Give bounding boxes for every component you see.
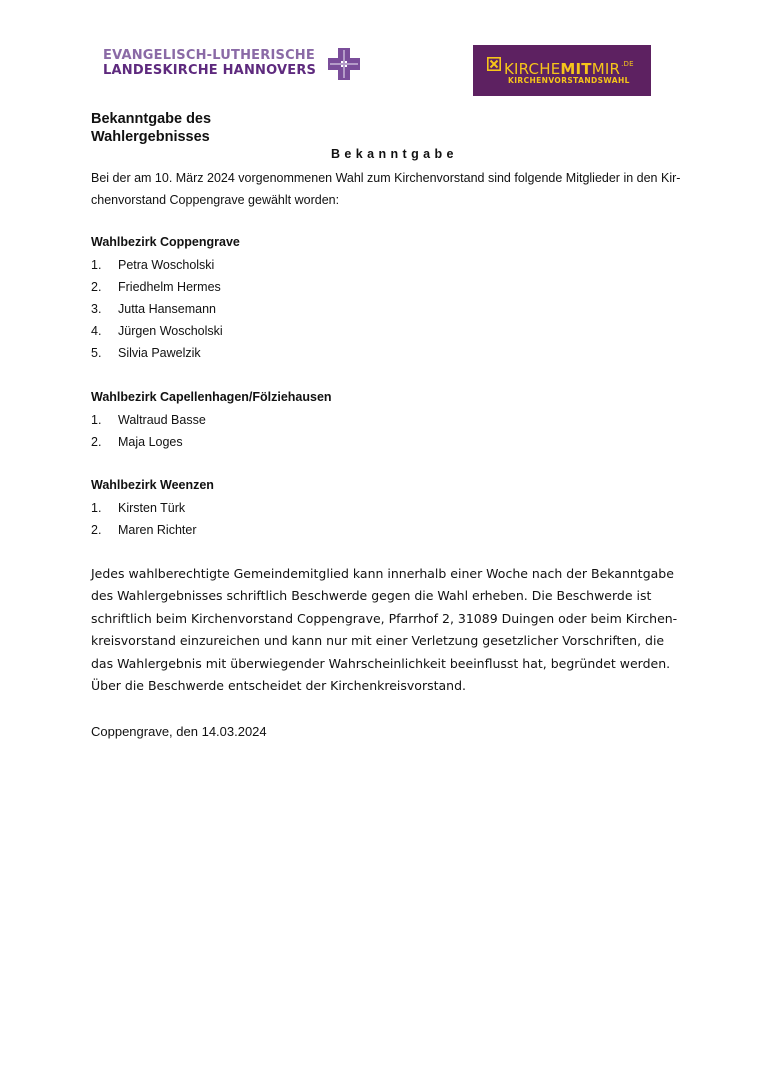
- intro-line-2: chenvorstand Coppengrave gewählt worden:: [91, 193, 340, 207]
- badge-title: [504, 55, 634, 78]
- badge-subtitle: KIRCHENVORSTANDSWAHL: [508, 76, 630, 85]
- heading-line-2: Wahlergebnisses: [91, 129, 210, 145]
- member-name: Jutta Hansemann: [118, 302, 216, 316]
- list-number: 2.: [91, 280, 102, 294]
- list-item: [91, 298, 216, 320]
- list-number: 4.: [91, 324, 102, 338]
- member-name: Friedhelm Hermes: [118, 280, 221, 294]
- legal-line-1: Jedes wahlberechtigte Gemeindemitglied kann innerhalb einer Woche nach der Bekanntgabe: [91, 566, 674, 581]
- cross-icon: [327, 48, 361, 80]
- list-item: [91, 409, 206, 431]
- legal-line-6: Über die Beschwerde entscheidet der Kirchenkreisvorstand.: [91, 678, 466, 694]
- badge-title-mir: MIR: [591, 60, 621, 78]
- list-number: 3.: [91, 302, 102, 316]
- announcement-title: Bekanntgabe: [331, 147, 458, 161]
- list-item: [91, 519, 197, 541]
- district-title-weenzen: Wahlbezirk Weenzen: [91, 478, 214, 492]
- badge-title-mit: MIT: [560, 60, 592, 78]
- legal-line-4: kreisvorstand einzureichen und kann nur mit einer Verletzung gesetzlicher Vorschriften, die: [91, 633, 665, 649]
- heading-line-1: Bekanntgabe des: [91, 111, 212, 127]
- district-title-capellenhagen: Wahlbezirk Capellenhagen/Fölziehausen: [91, 390, 332, 404]
- intro-line-1: Bei der am 10. März 2024 vorgenommenen Wahl zum Kirchenvorstand sind folgende Mitglieder in den Kir-: [91, 171, 681, 185]
- logo-text-line1: EVANGELISCH-LUTHERISCHE: [103, 48, 315, 63]
- member-name: Silvia Pawelzik: [118, 346, 201, 360]
- landeskirche-logo: [103, 48, 365, 82]
- kirchemitmir-badge: [473, 45, 651, 96]
- list-item: [91, 431, 183, 453]
- member-name: Maren Richter: [118, 523, 197, 537]
- district-title-coppengrave: Wahlbezirk Coppengrave: [91, 235, 240, 249]
- member-name: Petra Woscholski: [118, 258, 215, 272]
- list-number: 1.: [91, 501, 102, 515]
- list-item: [91, 320, 223, 342]
- list-item: [91, 254, 214, 276]
- badge-domain: .DE: [621, 60, 634, 68]
- list-number: 5.: [91, 346, 102, 360]
- list-item: [91, 342, 201, 364]
- member-name: Waltraud Basse: [118, 413, 206, 427]
- list-number: 2.: [91, 435, 102, 449]
- legal-line-3: schriftlich beim Kirchenvorstand Coppengrave, Pfarrhof 2, 31089 Duingen oder beim Kirchen-: [91, 610, 678, 626]
- document-heading: [91, 110, 211, 146]
- list-item: [91, 497, 185, 519]
- member-name: Kirsten Türk: [118, 501, 186, 515]
- member-name: Maja Loges: [118, 435, 183, 449]
- list-number: 1.: [91, 258, 102, 272]
- cross-mark-icon: [487, 57, 501, 71]
- legal-line-2: des Wahlergebnisses schriftlich Beschwerde gegen die Wahl erheben. Die Beschwerde ist: [91, 588, 652, 604]
- list-number: 1.: [91, 413, 102, 427]
- list-item: [91, 276, 221, 298]
- list-number: 2.: [91, 523, 102, 537]
- logo-text-line2: LANDESKIRCHE HANNOVERS: [103, 63, 317, 78]
- legal-notice: [91, 563, 711, 697]
- member-name: Jürgen Woscholski: [118, 324, 223, 338]
- badge-title-kirche: KIRCHE: [504, 60, 561, 78]
- place-date: Coppengrave, den 14.03.2024: [91, 724, 267, 739]
- legal-line-5: das Wahlergebnis mit überwiegender Wahrscheinlichkeit beeinflusst hat, begründet werden.: [91, 655, 671, 671]
- intro-paragraph: [91, 167, 711, 211]
